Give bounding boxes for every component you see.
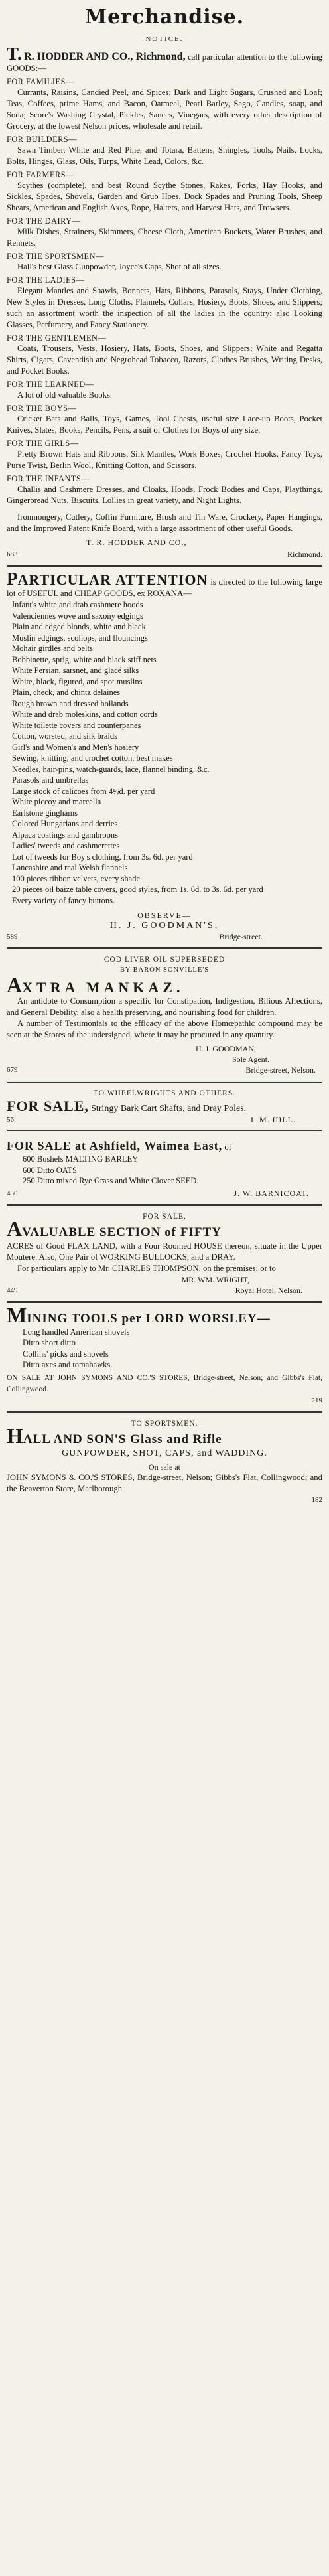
divider [7, 565, 322, 567]
mining-title: INING TOOLS per LORD WORSLEY— [27, 1311, 271, 1326]
section-heading: FOR THE LADIES— [7, 275, 85, 285]
section-heading: FOR THE BOYS— [7, 404, 77, 413]
goodman-item: Infant's white and drab cashmere hoods [12, 600, 143, 609]
goodman-footer [7, 931, 322, 942]
goodman-item: Alpaca coatings and gambroons [12, 830, 119, 840]
mankaz-ad [7, 954, 322, 1075]
mining-footer [7, 1395, 322, 1406]
goodman-ad [7, 569, 323, 942]
section-heading: FOR THE INFANTS— [7, 474, 90, 483]
hill-number: 56 [7, 1116, 14, 1124]
hodder-section [7, 275, 322, 331]
section-text: Sawn Timber, White and Red Pine, and Totara, Battens, Shingles, Tools, Nails, Locks, Bolts, Hinges, Glass, Oils, Turps, White Lead, Colors, &c. [7, 145, 322, 166]
mankaz-number: 679 [7, 1066, 18, 1074]
goodman-item: White toilette covers and counterpanes [12, 720, 141, 730]
goodman-item: White piccoy and marcella [12, 797, 101, 806]
goodman-item: Girl's and Women's and Men's hosiery [12, 742, 139, 752]
wright-header: FOR SALE. [143, 1212, 186, 1221]
goodman-item: Ladies' tweeds and cashmerettes [12, 841, 120, 850]
goodman-item: White and drab moleskins, and cotton cords [12, 710, 158, 719]
goodman-title: ARTICULAR ATTENTION [17, 571, 208, 588]
goodman-item: Valenciennes wove and saxony edgings [12, 611, 143, 621]
hill-rest: Stringy Bark Cart Shafts, and Dray Poles. [91, 1104, 247, 1114]
mining-dropcap: M [7, 1302, 27, 1327]
goodman-lead [7, 569, 323, 599]
divider [7, 947, 322, 949]
mankaz-footer [7, 1065, 322, 1075]
hodder-sig-name: T. R. HODDER AND CO., [86, 538, 187, 547]
goodman-item: Muslin edgings, scollops, and flouncings [12, 633, 148, 643]
divider [7, 1411, 322, 1413]
hodder-ad [7, 35, 322, 560]
goodman-item: 20 pieces oil baize table covers, good styles, from 1s. 6d. to 3s. 6d. per yard [12, 885, 263, 894]
goodman-item: White Persian, sarsnet, and glacé silks [12, 666, 139, 675]
hodder-footer [7, 549, 322, 560]
hall-on-sale: On sale at [149, 1462, 180, 1472]
hall-body: JOHN SYMONS & CO.'S STORES, Bridge-street, Nelson; Gibbs's Flat, Collingwood; and the Beaverton Store, Marlborough. [7, 1472, 322, 1493]
barnicoat-footer [7, 1188, 322, 1199]
wright-sig-place: Royal Hotel, Nelson. [235, 1285, 302, 1295]
mankaz-body2: A number of Testimonials to the efficacy of the above Homœpathic compound may be seen at the Stores of the undersigned, where it may be procured in any quantity. [7, 1019, 322, 1039]
hall-ad [7, 1418, 322, 1505]
hall-dropcap: H [7, 1423, 23, 1448]
hodder-lead [7, 44, 323, 74]
hodder-section [7, 379, 322, 401]
hodder-name: R. HODDER AND CO., Richmond, [24, 51, 186, 62]
hodder-signature [7, 537, 322, 548]
hall-header: TO SPORTSMEN. [131, 1419, 198, 1428]
mining-item: Ditto short ditto [23, 1338, 76, 1347]
wright-footer [7, 1285, 322, 1296]
hodder-section [7, 403, 322, 436]
hodder-sig-place: Richmond. [287, 550, 322, 559]
hodder-number: 683 [7, 550, 18, 558]
mining-ad [7, 1302, 322, 1406]
mankaz-sig-place: Bridge-street, Nelson. [245, 1065, 316, 1075]
barnicoat-items [7, 1154, 322, 1187]
barnicoat-ad [7, 1138, 322, 1199]
barnicoat-title: FOR SALE at Ashfield, Waimea East, [7, 1139, 223, 1152]
section-heading: FOR THE DAIRY— [7, 216, 81, 226]
hodder-sections [7, 76, 322, 506]
goodman-sig-name: H. J. GOODMAN'S, [109, 921, 220, 931]
goodman-item: Mohair girdles and belts [12, 644, 93, 653]
barnicoat-item: 600 Ditto OATS [23, 1165, 77, 1175]
divider [7, 1081, 322, 1083]
goodman-item: Colored Hungarians and derries [12, 819, 118, 828]
barnicoat-lead [7, 1138, 322, 1154]
goodman-item: Lancashire and real Welsh flannels [12, 863, 128, 872]
hall-footer [7, 1495, 322, 1505]
wright-title: VALUABLE SECTION of FIFTY [22, 1225, 222, 1239]
goodman-item: Needles, hair-pins, watch-guards, lace, flannel binding, &c. [12, 764, 210, 774]
section-heading: FOR BUILDERS— [7, 135, 77, 144]
section-text: Milk Dishes, Strainers, Skimmers, Cheese Cloth, American Buckets, Water Brushes, and Rennets. [7, 227, 322, 248]
mankaz-body: An antidote to Consumption a specific for Constipation, Indigestion, Bilious Affections, and General Debility, also a health preserving, and nourishing food for children. [7, 996, 322, 1017]
wright-dropcap: A [7, 1216, 23, 1241]
mining-items [7, 1327, 322, 1371]
section-heading: FOR FARMERS— [7, 170, 74, 179]
notice-header: NOTICE. [145, 35, 184, 43]
hodder-section [7, 134, 322, 167]
hill-sig: I. M. HILL. [251, 1115, 296, 1124]
section-text: Elegant Mantles and Shawls, Bonnets, Hats, Ribbons, Parasols, Stays, Under Clothing, New Styles in Dresses, Long Cloths, Flannels, Collars, Hosiery, Boots, Shoes, and Slippers; such an assortment worth the inspection of all the ladies in the country: also Looking Glasses, Perfumery, and Fancy Stationery. [7, 286, 322, 329]
goodman-item: Large stock of calicoes from 4½d. per yard [12, 786, 155, 796]
hill-header: TO WHEELWRIGHTS AND OTHERS. [93, 1089, 236, 1097]
mankaz-dropcap: A [7, 973, 23, 997]
hill-footer [7, 1114, 322, 1125]
section-text: A lot of old valuable Books. [17, 390, 113, 400]
hodder-section [7, 438, 322, 471]
section-heading: FOR FAMILIES— [7, 77, 74, 86]
goodman-dropcap: P [7, 569, 18, 589]
hall-title: ALL AND SON'S Glass and Rifle [23, 1432, 222, 1446]
wright-ad [7, 1211, 322, 1296]
goodman-items [7, 599, 322, 906]
goodman-item: Earlstone ginghams [12, 808, 78, 818]
section-heading: FOR THE LEARNED— [7, 380, 94, 389]
mining-item: Collins' picks and shovels [23, 1349, 109, 1359]
section-text: Coats, Trousers, Vests, Hosiery, Hats, Boots, Shoes, and Slippers; White and Regatta Shirts, Cigars, Cavendish and Negrohead Tobacco, Razors, Clothes Brushes, Writing Desks, and Pocket Books. [7, 344, 322, 376]
section-text: Currants, Raisins, Candied Peel, and Spices; Dark and Light Sugars, Crushed and Loaf; Teas, Coffees, prime Hams, and Bacon, Oatmeal, Pearl Barley, Sago, Candles, soap, and Soda; Score's Washing Crystal, Pickles, Sauces, Vinegars, with every other description of Grocery, at the lowest Nelson prices, wholesale and retail. [7, 88, 322, 131]
mining-lead [7, 1302, 322, 1327]
mankaz-title: XTRA MANKAZ. [22, 979, 184, 996]
goodman-item: Rough brown and dressed hollands [12, 698, 129, 708]
goodman-item: Every variety of fancy buttons. [12, 895, 115, 905]
goodman-item: Plain, check, and chintz delaines [12, 688, 121, 697]
mankaz-header: COD LIVER OIL SUPERSEDED [103, 956, 226, 964]
divider [7, 1204, 322, 1206]
barnicoat-number: 450 [7, 1189, 18, 1197]
wright-body: ACRES of Good FLAX LAND, with a Four Roomed HOUSE thereon, situate in the Upper Moutere. Also, One Pair of WORKING BULLOCKS, and a DRAY. [7, 1241, 322, 1262]
hodder-closing: Ironmongery, Cutlery, Coffin Furniture, Brush and Tin Ware, Crockery, Paper Hangings, and the Improved Patent Knife Board, with a large assortment of other useful Goods. [7, 512, 322, 533]
masthead: Merchandise. [84, 5, 245, 29]
hill-title: FOR SALE, [7, 1098, 89, 1114]
goodman-lead-rest: is directed to the following large lot of USEFUL and CHEAP GOODS, ex ROXANA— [7, 577, 323, 598]
goodman-item: Lot of tweeds for Boy's clothing, from 3s. 6d. per yard [12, 852, 193, 862]
section-text: Challis and Cashmere Dresses, and Cloaks, Hoods, Frock Bodies and Caps, Playthings, Gingerbread Nuts, Biscuits, Lollies in great variety, and Night Lights. [7, 485, 322, 505]
mankaz-sig-role: Sole Agent. [232, 1055, 269, 1064]
goodman-number: 589 [7, 933, 18, 941]
wright-body2: For particulars apply to Mr. CHARLES THOMPSON, on the premises; or to [17, 1263, 276, 1273]
mining-on-sale: ON SALE AT JOHN SYMONS AND CO.'S STORES, Bridge-street, Nelson; and Gibbs's Flat, Collingwood. [7, 1373, 322, 1393]
hodder-section [7, 333, 322, 377]
goodman-item: Sewing, knitting, and crochet cotton, best makes [12, 753, 173, 763]
hall-number: 182 [311, 1495, 322, 1504]
barnicoat-item: 600 Bushels MALTING BARLEY [23, 1154, 139, 1164]
hill-ad [7, 1088, 322, 1125]
divider [7, 1130, 322, 1132]
section-heading: FOR THE GIRLS— [7, 439, 79, 448]
section-heading: FOR THE GENTLEMEN— [7, 333, 107, 342]
mankaz-lead [7, 973, 322, 997]
goodman-sig-place: Bridge-street. [219, 932, 263, 941]
section-text: Hall's best Glass Gunpowder, Joyce's Caps, Shot of all sizes. [17, 262, 222, 271]
mining-item: Long handled American shovels [23, 1327, 130, 1337]
hodder-section [7, 76, 322, 132]
section-heading: FOR THE SPORTSMEN— [7, 252, 104, 261]
goodman-item: 100 pieces ribbon velvets, every shade [12, 873, 140, 883]
hodder-lead-rest: call particular attention to the following GOODS:— [7, 52, 323, 73]
wright-sig-name: MR. WM. WRIGHT, [181, 1274, 249, 1284]
goodman-item: Bobbinette, sprig, white and black stiff nets [12, 654, 157, 664]
mankaz-sig-name: H. J. GOODMAN, [195, 1044, 256, 1053]
barnicoat-rest: of [224, 1142, 231, 1152]
hall-rest: GUNPOWDER, SHOT, CAPS, and WADDING. [62, 1448, 267, 1458]
section-text: Scythes (complete), and best Round Scythe Stones, Rakes, Forks, Hay Hooks, and Sickles, Spades, Shovels, Garden and Grub Hoes, Dock Spades and Pruning Tools, Sheep Shears, American and English Axes, Rope, Halters, and Harvest Hats, and Trowsers. [7, 181, 322, 212]
hill-lead [7, 1099, 322, 1114]
hodder-section [7, 169, 322, 214]
goodman-observe: OBSERVE— [137, 911, 192, 920]
wright-number: 449 [7, 1286, 18, 1294]
divider [7, 1301, 322, 1303]
goodman-item: Plain and edged blonds, white and black [12, 622, 146, 631]
hodder-section [7, 216, 322, 249]
barnicoat-sig: J. W. BARNICOAT. [233, 1188, 309, 1198]
goodman-item: Cotton, worsted, and silk braids [12, 731, 118, 741]
goodman-item: Parasols and umbrellas [12, 775, 89, 785]
mining-number: 219 [311, 1396, 322, 1404]
goodman-item: White, black, figured, and spot muslins [12, 676, 143, 686]
barnicoat-item: 250 Ditto mixed Rye Grass and White Clover SEED. [23, 1176, 199, 1185]
mankaz-byline: BY BARON SONVILLE'S [119, 966, 210, 974]
section-text: Cricket Bats and Balls, Toys, Games, Tool Chests, useful size Lace-up Boots, Pocket Knives, Slates, Books, Pencils, Pens, a suit of Clothes for Boys of any size. [7, 414, 322, 435]
section-text: Pretty Brown Hats and Ribbons, Silk Mantles, Work Boxes, Crochet Hooks, Fancy Toys, Purse Twist, Berlin Wool, Knitting Cotton, and Scissors. [7, 449, 322, 470]
hodder-section [7, 251, 322, 273]
mining-item: Ditto axes and tomahawks. [23, 1360, 113, 1369]
hodder-section [7, 473, 322, 506]
hodder-dropcap: T. [7, 44, 22, 64]
